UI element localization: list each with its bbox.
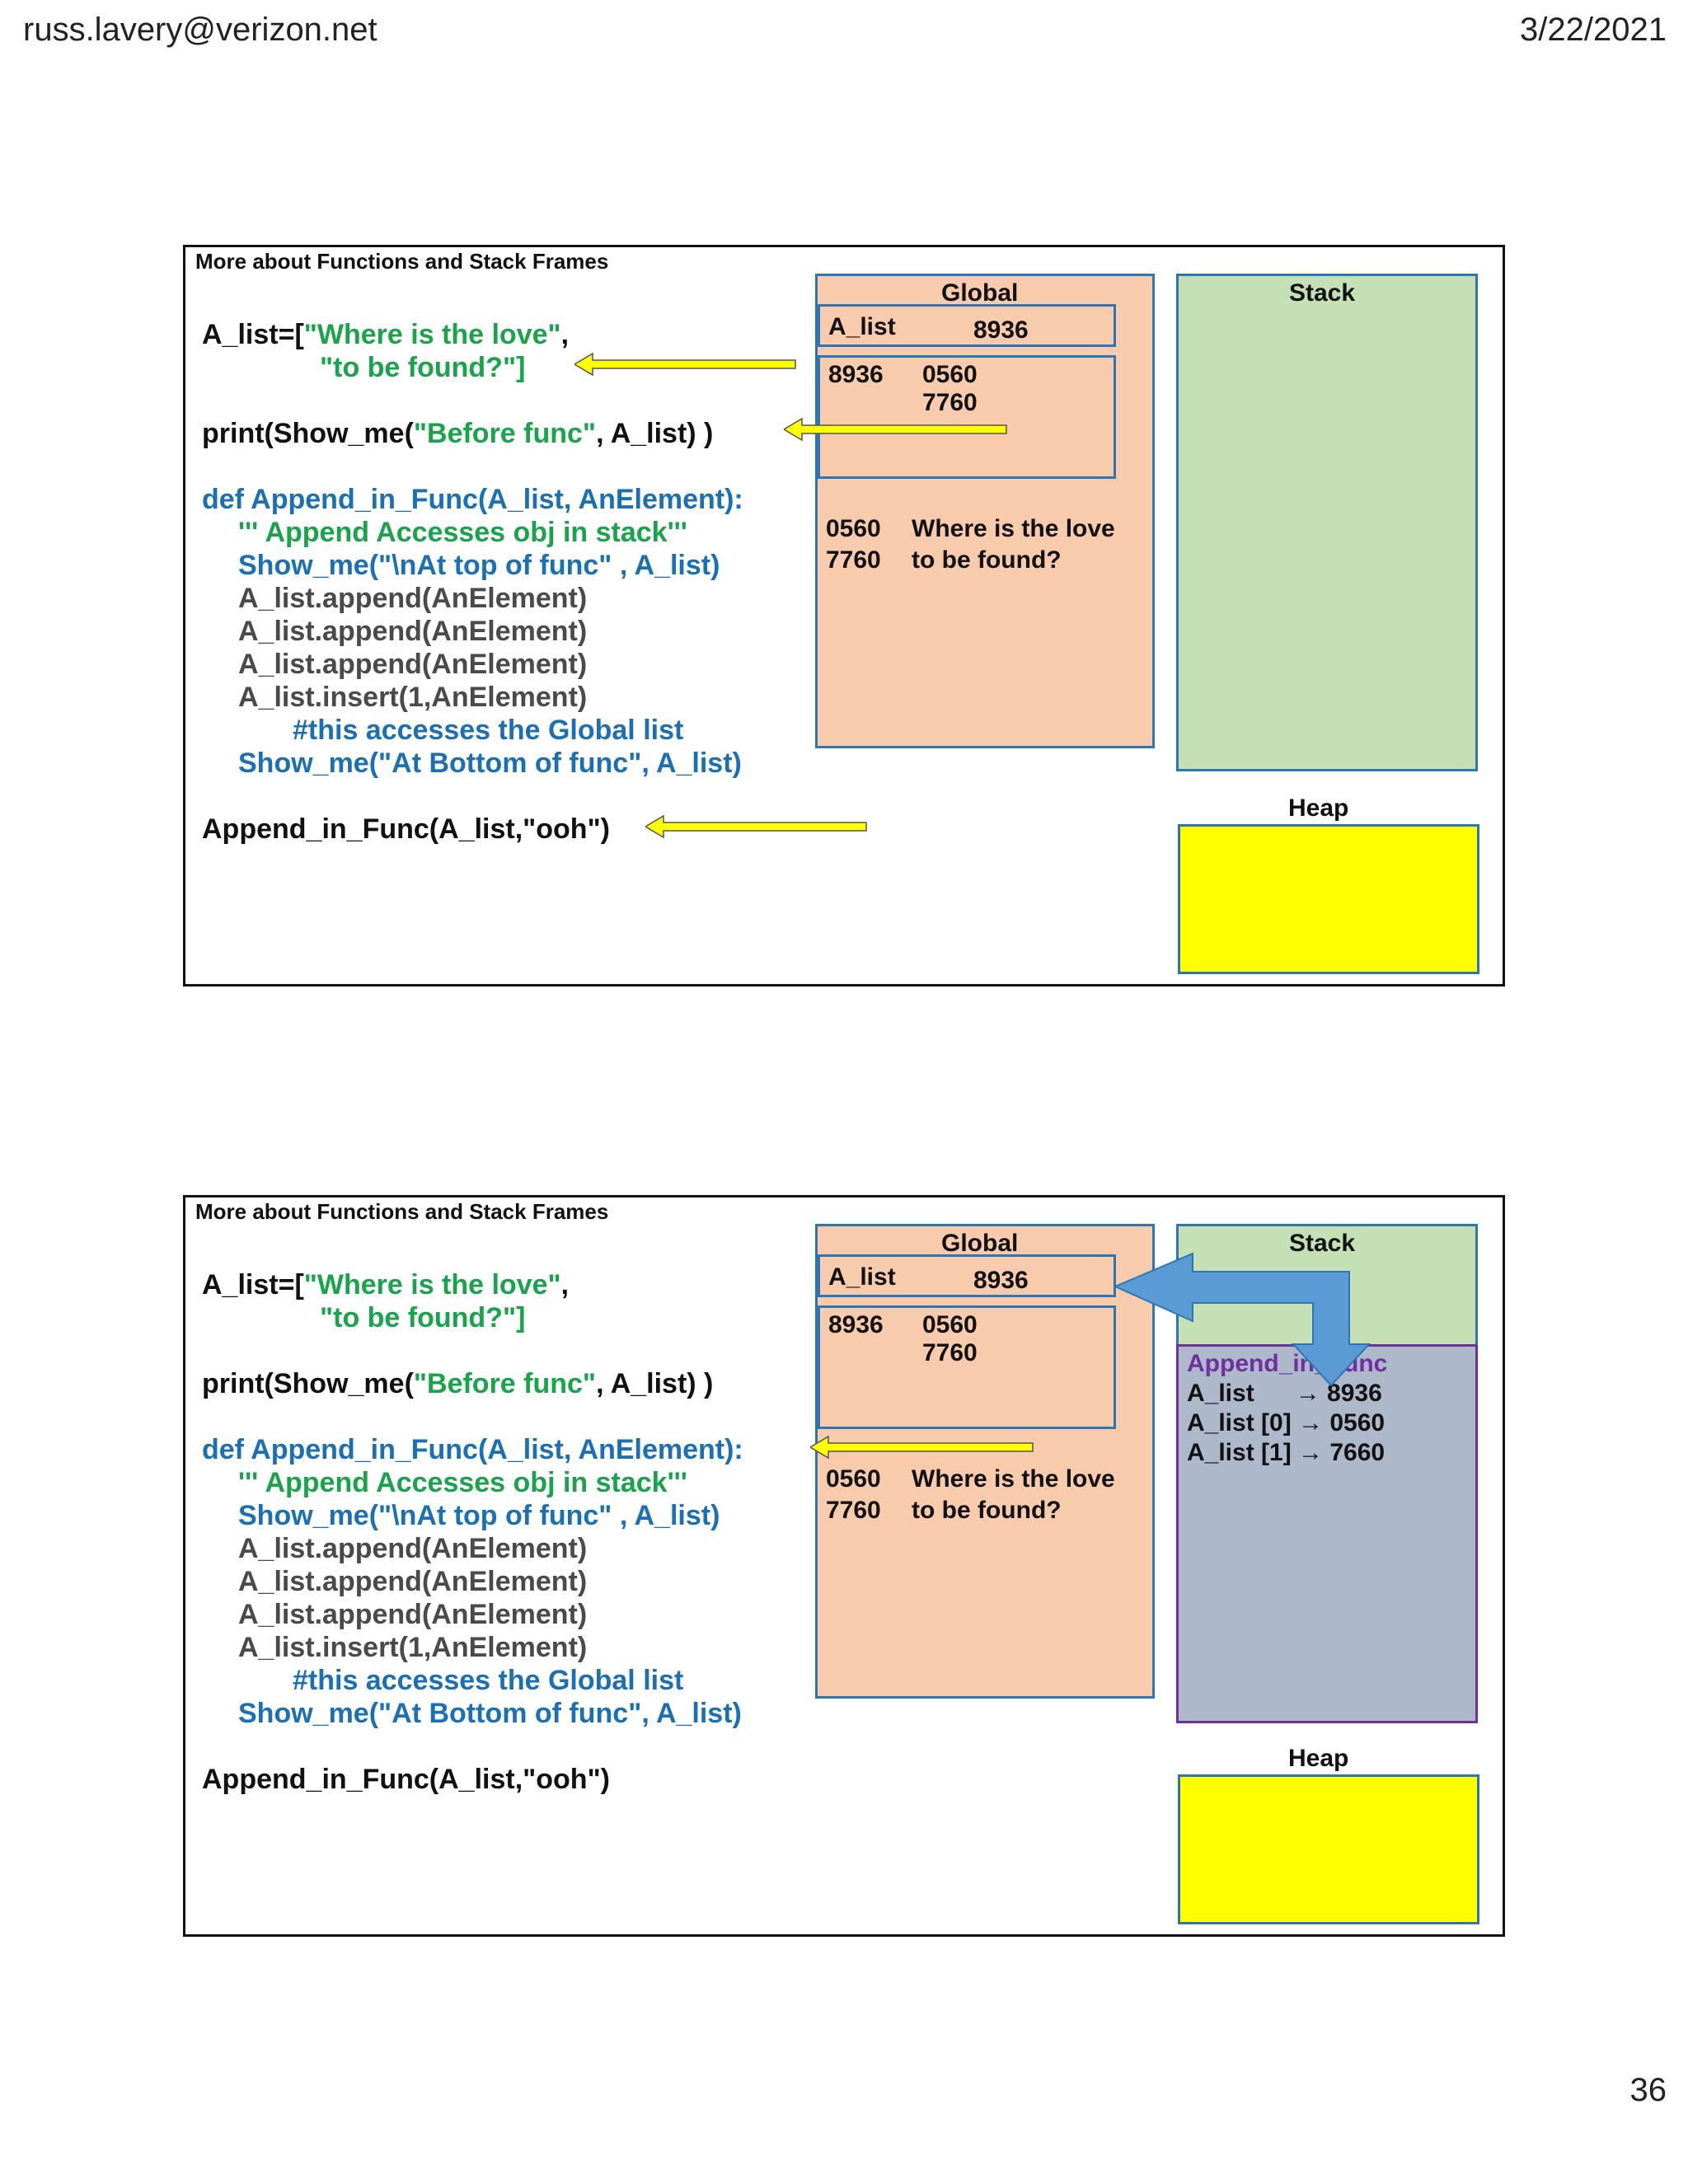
code-line-9: A_list.append(AnElement) <box>238 1599 588 1630</box>
string-0-addr: 0560 <box>826 515 881 542</box>
slide-1 <box>183 245 1505 987</box>
string-1-addr: 7760 <box>826 546 881 574</box>
list-addr: 8936 <box>828 361 884 388</box>
list-element-1: 7760 <box>922 1339 978 1366</box>
stack-frame-title: Append_in_Func <box>1187 1350 1388 1377</box>
code-line-13: Append_in_Func(A_list,"ooh") <box>202 813 611 845</box>
code-line-6: Show_me("\nAt top of func" , A_list) <box>238 550 720 581</box>
string-0-value: Where is the love <box>912 1465 1115 1493</box>
code-line-3: print(Show_me("Before func", A_list) ) <box>202 1368 714 1399</box>
global-var-name: A_list <box>828 1263 896 1291</box>
arrow-left-icon <box>645 814 868 839</box>
code-line-11: #this accesses the Global list <box>293 1665 684 1696</box>
stack-box <box>1176 274 1478 771</box>
code-line-11: #this accesses the Global list <box>293 715 684 746</box>
code-line-8: A_list.append(AnElement) <box>238 1566 588 1597</box>
stack-frame-row-2: A_list [0] → 0560 <box>1187 1409 1386 1436</box>
code-line-10: A_list.insert(1,AnElement) <box>238 1632 588 1663</box>
heap-title: Heap <box>1288 794 1349 822</box>
stack-frame <box>1176 1344 1478 1723</box>
code-line-12: Show_me("At Bottom of func", A_list) <box>238 1698 742 1729</box>
code-line-1: A_list=["Where is the love", <box>202 1269 570 1301</box>
code-line-8: A_list.append(AnElement) <box>238 616 588 647</box>
code-line-2: "to be found?"] <box>320 1302 526 1333</box>
global-var-box <box>818 1254 1116 1297</box>
code-line-5: ''' Append Accesses obj in stack''' <box>238 517 687 548</box>
global-box <box>815 274 1155 748</box>
code-line-13: Append_in_Func(A_list,"ooh") <box>202 1764 611 1795</box>
heap-title: Heap <box>1288 1745 1349 1772</box>
stack-title: Stack <box>1289 279 1356 307</box>
list-element-1: 7760 <box>922 389 978 416</box>
global-var-name: A_list <box>828 313 896 340</box>
stack-title: Stack <box>1289 1230 1356 1257</box>
code-line-3: print(Show_me("Before func", A_list) ) <box>202 418 714 449</box>
code-line-7: A_list.append(AnElement) <box>238 1533 588 1564</box>
stack-frame-row-3: A_list [1] → 7660 <box>1187 1439 1386 1466</box>
heap-box <box>1178 1774 1479 1924</box>
global-title: Global <box>941 279 1019 307</box>
global-var-box <box>818 304 1116 347</box>
page-number: 36 <box>1629 2072 1667 2108</box>
global-box <box>815 1224 1155 1699</box>
string-0-value: Where is the love <box>912 515 1115 542</box>
arrow-left-icon <box>574 352 822 377</box>
code-line-5: ''' Append Accesses obj in stack''' <box>238 1467 687 1498</box>
arrow-left-icon <box>810 1435 1034 1460</box>
list-element-0: 0560 <box>922 1311 978 1338</box>
arrow-left-icon <box>784 417 1008 442</box>
string-1-value: to be found? <box>912 546 1062 574</box>
global-list-box <box>818 1305 1116 1429</box>
code-line-2: "to be found?"] <box>320 352 526 383</box>
header-email: russ.lavery@verizon.net <box>23 12 377 48</box>
global-title: Global <box>941 1230 1019 1257</box>
slide-2 <box>183 1195 1505 1937</box>
code-line-4: def Append_in_Func(A_list, AnElement): <box>202 1434 743 1465</box>
code-line-9: A_list.append(AnElement) <box>238 649 588 680</box>
header-date: 3/22/2021 <box>1520 12 1667 48</box>
heap-box <box>1178 824 1479 974</box>
list-addr: 8936 <box>828 1311 884 1338</box>
code-line-12: Show_me("At Bottom of func", A_list) <box>238 748 742 779</box>
code-line-6: Show_me("\nAt top of func" , A_list) <box>238 1500 720 1531</box>
string-0-addr: 0560 <box>826 1465 881 1493</box>
code-line-1: A_list=["Where is the love", <box>202 319 570 350</box>
slide-title: More about Functions and Stack Frames <box>195 249 609 274</box>
code-line-7: A_list.append(AnElement) <box>238 583 588 614</box>
string-1-value: to be found? <box>912 1497 1062 1524</box>
string-1-addr: 7760 <box>826 1497 881 1524</box>
code-line-10: A_list.insert(1,AnElement) <box>238 682 588 713</box>
stack-frame-row-1: A_list → 8936 <box>1187 1380 1382 1407</box>
slide-title: More about Functions and Stack Frames <box>195 1199 609 1224</box>
pointer-arrow-icon <box>1114 1247 1394 1387</box>
list-element-0: 0560 <box>922 361 978 388</box>
code-line-4: def Append_in_Func(A_list, AnElement): <box>202 484 743 515</box>
global-var-addr: 8936 <box>973 1267 1029 1294</box>
global-var-addr: 8936 <box>973 316 1029 344</box>
